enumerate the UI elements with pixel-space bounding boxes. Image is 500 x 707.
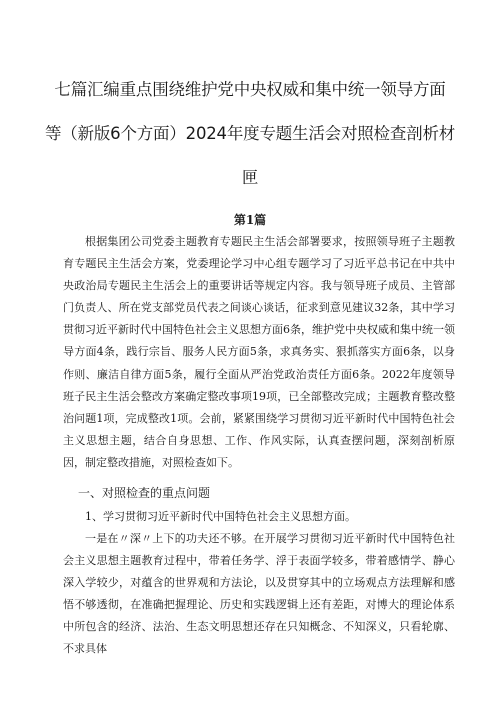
subsection-heading: 1、学习贯彻习近平新时代中国特色社会主义思想方面。 (85, 510, 356, 523)
section-heading: 一、对照检查的重点问题 (78, 486, 211, 500)
point-paragraph: 一是在〃深〃上下的功夫还不够。在开展学习贯彻习近平新时代中国特色社会主义思想主题教育过程中，带着任务学、浮于表面学较多，带着感情学、静心深入学较少，对蕴含的世界观和方法论，以及贯穿其中的立场观点方法理解和感悟不够透彻，在准确把握理论、历史和实践逻辑上还有差距，对博大的理论体系中所包含的经济、法治、生态文明思想还存在只知概念、不知深义，只看轮廓、不求具体 (63, 532, 455, 656)
chapter-label: 第1篇 (233, 213, 267, 227)
title-line-3: 匣 (241, 168, 259, 187)
intro-paragraph: 根据集团公司党委主题教育专题民主生活会部署要求，按照领导班子主题教育专题民主生活会方案，党委理论学习中心组专题学习了习近平总书记在中共中央政治局专题民主生活会上的重要讲话等规定内容。我与领导班子成员、主管部门负责人、所在党支部党员代表之间谈心谈话，征求到意见建议32条，其中学习贯彻习近平新时代中国特色社会主义思想方面6条，维护党中央权威和集中统一领导方面4条，践行宗旨、服务人民方面5条，求真务实、狠抓落实方面6条，以身作则、廉洁自律方面5条，履行全面从严治党政治责任方面6条。2022年度领导班子民主生活会整改方案确定整改事项19项，已全部整改完成；主题教育整改整治问题1项，完成整改1项。会前，紧紧围绕学习贯彻习近平新时代中国特色社会主义思想主题，结合自身思想、工作、作风实际，认真查摆问题，深刻剖析原因，制定整改措施，对照检查如下。 (63, 235, 455, 469)
title-line-2: 等（新版6个方面）2024年度专题生活会对照检查剖析材 (44, 124, 456, 143)
document-title (20, 68, 480, 200)
title-line-1: 七篇汇编重点围绕维护党中央权威和集中统一领导方面 (54, 80, 446, 99)
